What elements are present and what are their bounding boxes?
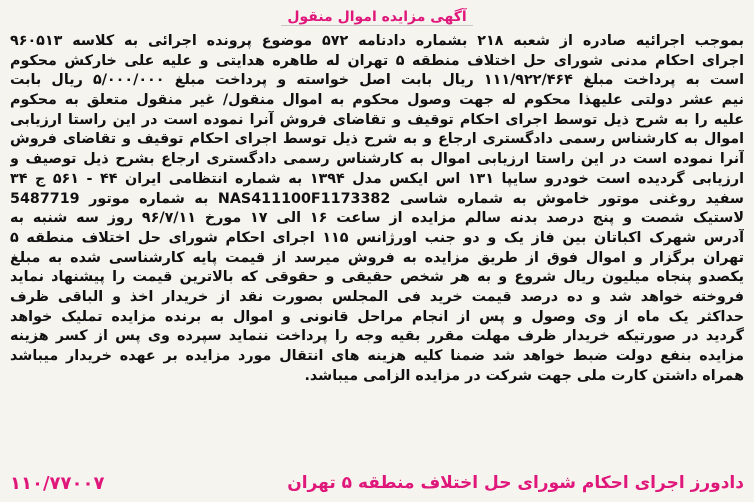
body-line: علیه را به شرح ذیل توسط اجرای احکام توقیف و تقاضای فروش آنرا نموده است در این راستا ارزیابی (10, 111, 744, 128)
notice-title: آگهی مزایده اموال منقول (281, 7, 472, 26)
notice-body (10, 32, 744, 386)
body-line: آدرس شهرک اکباتان بین فاز یک و دو جنب اورژانس ۱۱۵ اجرای احکام شورای حل اختلاف منطقه ۵ (10, 229, 744, 246)
body-line: است به پرداخت مبلغ ۱۱۱/۹۲۲/۴۶۴ ریال بابت اصل خواسته و پرداخت مبلغ ۵/۰۰۰/۰۰۰ ریال بابت (10, 72, 744, 89)
body-line: نیم عشر دولتی علیهذا محکوم له جهت وصول محکوم به اموال منقول/ غیر منقول متعلق به محکوم (10, 92, 744, 109)
body-line: سفید روغنی موتور خاموش به شماره شاسی NAS411100F1173382 به شماره موتور 5487719 (10, 190, 744, 207)
body-line: آنرا نموده است در این راستا ارزیابی اموال به کارشناس رسمی دادگستری ارجاع بشرح ذیل توصیف و (10, 151, 744, 168)
body-line: ارزیابی گردیده است خودرو سایپا ۱۳۱ اس ایکس مدل ۱۳۹۴ به شماره انتظامی ایران ۴۴ - ۵۶۱ ج ۳۴ (10, 170, 744, 187)
body-line: لاستیک شصت و پنج درصد بدنه سالم مزایده از ساعت ۱۶ الی ۱۷ مورخ ۹۶/۷/۱۱ روز سه شنبه به (10, 210, 744, 227)
body-line: فروخته خواهد شد و ده درصد قیمت خرید فی المجلس بصورت نقد از خریدار اخذ و الباقی ظرف (10, 288, 744, 305)
notice-footer (10, 472, 744, 494)
issuer-signature: دادورز اجرای احکام شورای حل اختلاف منطقه ۵ تهران (287, 473, 744, 493)
body-line: اموال به کارشناس رسمی دادگستری ارجاع و به شرح ذیل توسط اجرای احکام توقیف و تقاضای فروش (10, 131, 744, 148)
notice-code: ۱۱۰/۷۷۰۰۷ (10, 472, 105, 494)
body-line: گردید در صورتیکه خریدار ظرف مهلت مقرر بقیه وجه را پرداخت ننماید سپرده وی پس از کسر هزینه (10, 328, 744, 345)
body-line: همراه داشتن کارت ملی جهت شرکت در مزایده الزامی میباشد. (304, 367, 744, 384)
body-line: اجرای احکام مدنی شورای حل اختلاف منطقه ۵ تهران له طاهره هدایتی و علیه علی خارکش محکوم (10, 52, 744, 69)
body-line: تهران برگزار و اموال فوق از طریق مزایده به فروش میرسد از قیمت پایه کارشناسی شده به مبلغ (10, 249, 744, 266)
title-row (10, 6, 744, 30)
body-line: حداکثر یک ماه از وی وصول و پس از انجام مراحل قانونی و اموال به برنده مزایده تملیک خواهد (10, 308, 744, 325)
body-line: بموجب اجرائیه صادره از شعبه ۲۱۸ بشماره دادنامه ۵۷۲ موضوع پرونده اجرائی به کلاسه ۹۶۰۵۱۳ (10, 33, 744, 49)
body-line: یکصدو پنجاه میلیون ریال شروع و به هر شخص حقیقی و حقوقی که بالاترین قیمت را پیشنهاد نماید (10, 269, 744, 286)
body-line: مزایده بنفع دولت ضبط خواهد شد ضمنا کلیه هزینه های انتقال مورد مزایده بر عهده خریدار میباشد (10, 348, 744, 364)
